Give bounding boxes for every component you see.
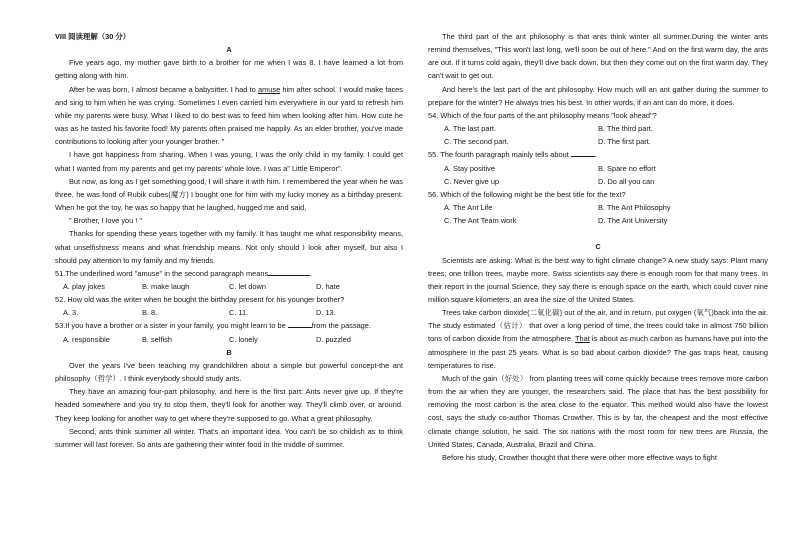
options-54 — [428, 135, 768, 148]
question-52: 52. How old was the writer when he bought the birthday present for his younger brother? — [55, 295, 345, 305]
passage-c-paragraph: Much of the gain（好处） from planting trees will come quickly because trees remove more carbon from the air when they are younger, the researchers said. The place that has the best possibility for removing the most carbon is the area close to the equator. This method would also have the lowest cost, says the study co-author Thomas Crowther. This is by far, the cheapest and the most effective climate change solution, he said. The six nations with the most room for new trees are Russia, the United States, Canada, Australia, Brazil and China. — [428, 373, 768, 449]
right-column — [428, 30, 768, 464]
option: D. The first part. — [598, 137, 651, 147]
option: C. lonely — [229, 334, 258, 344]
text-span: is about as much carbon as humans have put into the atmosphere in the past 25 years. What is so bad about carbon dioxide? The gas traps heat, causing temperatures to rise. — [428, 334, 769, 370]
option: D. hate — [316, 281, 340, 291]
option: A. play jokes — [63, 281, 105, 291]
option: D. 13. — [316, 308, 336, 318]
passage-b-paragraph: Second, ants think summer all winter. That's an important idea. You can't be so childish as to think summer will last forever. So ants are gathering their winter food in the middle of summer. — [55, 426, 403, 449]
passage-a-paragraph — [55, 83, 403, 149]
passage-a-paragraph: But now, as long as I get something good, I will share it with him. I remembered the year when he was three, he was fond of Rubik cubes(魔方) I bought one for him with my lucky money as a birthday present. When he got the toy, he was so happy that he laughed, hugged me and said, — [55, 176, 403, 213]
option: B. Spare no effort — [598, 163, 656, 173]
option: C. The second part. — [444, 137, 509, 147]
options-51 — [55, 280, 403, 293]
passage-a-quote: " Brother, I love you ! " — [69, 216, 143, 226]
passage-b-paragraph: And here's the last part of the ant philosophy. How much will an ant gather during the summer to prepare for the winter? He always tries his best. In other words, if an ant can do more, it does. — [428, 84, 768, 107]
question-stem: 55. The fourth paragraph mainly tells about — [428, 150, 569, 160]
text-span: him after school. I would make faces and sing to him when he was crying. Sometimes I even carried him everywhere in our yard to refresh him while my parents were busy. What I liked to do best was to feed him when looking after him. How cute he was as he tasted his favorite food! My parents often praised me happily. As an elder brother, you've made contributions to looking after your younger brother. " — [55, 84, 403, 147]
option: B. 8. — [142, 308, 158, 318]
passage-a-paragraph: Thanks for spending these years together with my family. It has taught me what responsibility means, what unselfishness means and what friendship means. Not only should I look after myself, but also I should pay attention to my family and my friends. — [55, 229, 403, 265]
left-column — [55, 30, 403, 451]
answer-blank — [268, 267, 313, 278]
underlined-word: amuse — [258, 84, 281, 94]
option: D. The Ant University — [598, 216, 668, 226]
passage-a-paragraph: Five years ago, my mother gave birth to a brother for me when I was 8. I have learned a lot from getting along with him. — [55, 58, 403, 81]
option: B. make laugh — [142, 281, 190, 291]
question-stem: 53.If you have a brother or a sister in your family, you might learn to be — [55, 321, 286, 331]
option: C. The Ant Team work — [444, 216, 517, 226]
answer-blank — [288, 319, 312, 328]
options-55 — [428, 175, 768, 188]
underlined-word: That — [575, 334, 590, 344]
option: C. let down — [229, 281, 266, 291]
option: D. Do all you can — [598, 176, 655, 186]
options-52 — [55, 306, 403, 319]
question-53 — [55, 319, 403, 332]
options-56 — [428, 201, 768, 214]
answer-blank — [571, 148, 597, 160]
passage-b-paragraph: They have an amazing four-part philosophy, and here is the first part: Ants never give up. If they're headed somewhere and you try to stop them, they'll look for another way. They'll climb over, or around. They keep looking for another way to get where they're supposed to go. What a great philosophy. — [55, 387, 403, 423]
option: B. The third part. — [598, 124, 653, 134]
option: A. 3. — [63, 308, 79, 318]
question-end: from the passage. — [311, 321, 371, 331]
question-end: . — [594, 150, 597, 160]
question-end: . — [310, 268, 313, 278]
options-54 — [428, 122, 768, 135]
text-span: Trees take carbon dioxide(二氧化碳) out of the air, and in return, put oxygen (氧气)back into the air. The study estimated（估计） that over a long period of time, the trees could take in almost 750 billion tons of carbon dioxide from the atmosphere. — [428, 308, 768, 344]
option: A. Stay positive — [444, 163, 495, 173]
option: B. selfish — [142, 334, 172, 344]
option: A. The last part. — [444, 124, 497, 134]
passage-a-paragraph: I have got happiness from sharing. When I was young, I was the only child in my family. I could get what I wanted from my parents and get my parents' whole love. I was a" Little Emperor". — [55, 150, 403, 173]
passage-c-paragraph: Scientists are asking: What is the best way to fight climate change? A new study says: Plant many trees; one trillion trees, maybe more. Swiss scientists say there is enough room for that many trees. In their report in the journal Science, they say there is enough space on the earth, which could cover nine million square kilometers, an area the size of the United States. — [428, 255, 768, 304]
passage-b-paragraph: Over the years I've been teaching my grandchildren about a simple but powerful concept-the ant philosophy（哲学）. I think everybody should study ants. — [55, 360, 403, 384]
option: C. 11. — [229, 308, 249, 318]
options-55 — [428, 162, 768, 175]
question-54: 54. Which of the four parts of the ant philosophy means "look ahead"? — [428, 110, 657, 120]
option: C. Never give up — [444, 176, 500, 186]
passage-b-paragraph: The third part of the ant philosophy is that ants think winter all summer.During the winter ants remind themselves, "This won't last long, we'll soon be out of here." And on the first warm day, the ants are out. If it turns cold again, they'll dive back down, but then they come out on the first warm day. They can't wait to get out. — [428, 32, 768, 81]
question-51 — [55, 267, 403, 280]
question-55 — [428, 148, 768, 161]
option: A. The Ant Life — [444, 203, 493, 213]
question-stem: 51.The underlined word "amuse" in the second paragraph means — [55, 268, 269, 278]
option: B. The Ant Philosophy — [598, 203, 671, 213]
passage-a-label: A — [226, 45, 232, 55]
options-56 — [428, 214, 768, 227]
passage-b-label: B — [226, 347, 232, 357]
passage-c-paragraph — [428, 306, 768, 372]
passage-c-paragraph: Before his study, Crowther thought that there were other more effective ways to fight — [442, 452, 717, 462]
options-53 — [55, 333, 403, 346]
question-56: 56. Which of the following might be the best title for the text? — [428, 189, 626, 199]
section-title: VIII 阅读理解（30 分） — [55, 32, 131, 41]
option: A. responsible — [63, 334, 110, 344]
option: D. puzzled — [316, 334, 351, 344]
text-span: After he was born, I almost became a babysitter. I had to — [69, 84, 256, 94]
passage-c-label: C — [595, 242, 601, 252]
